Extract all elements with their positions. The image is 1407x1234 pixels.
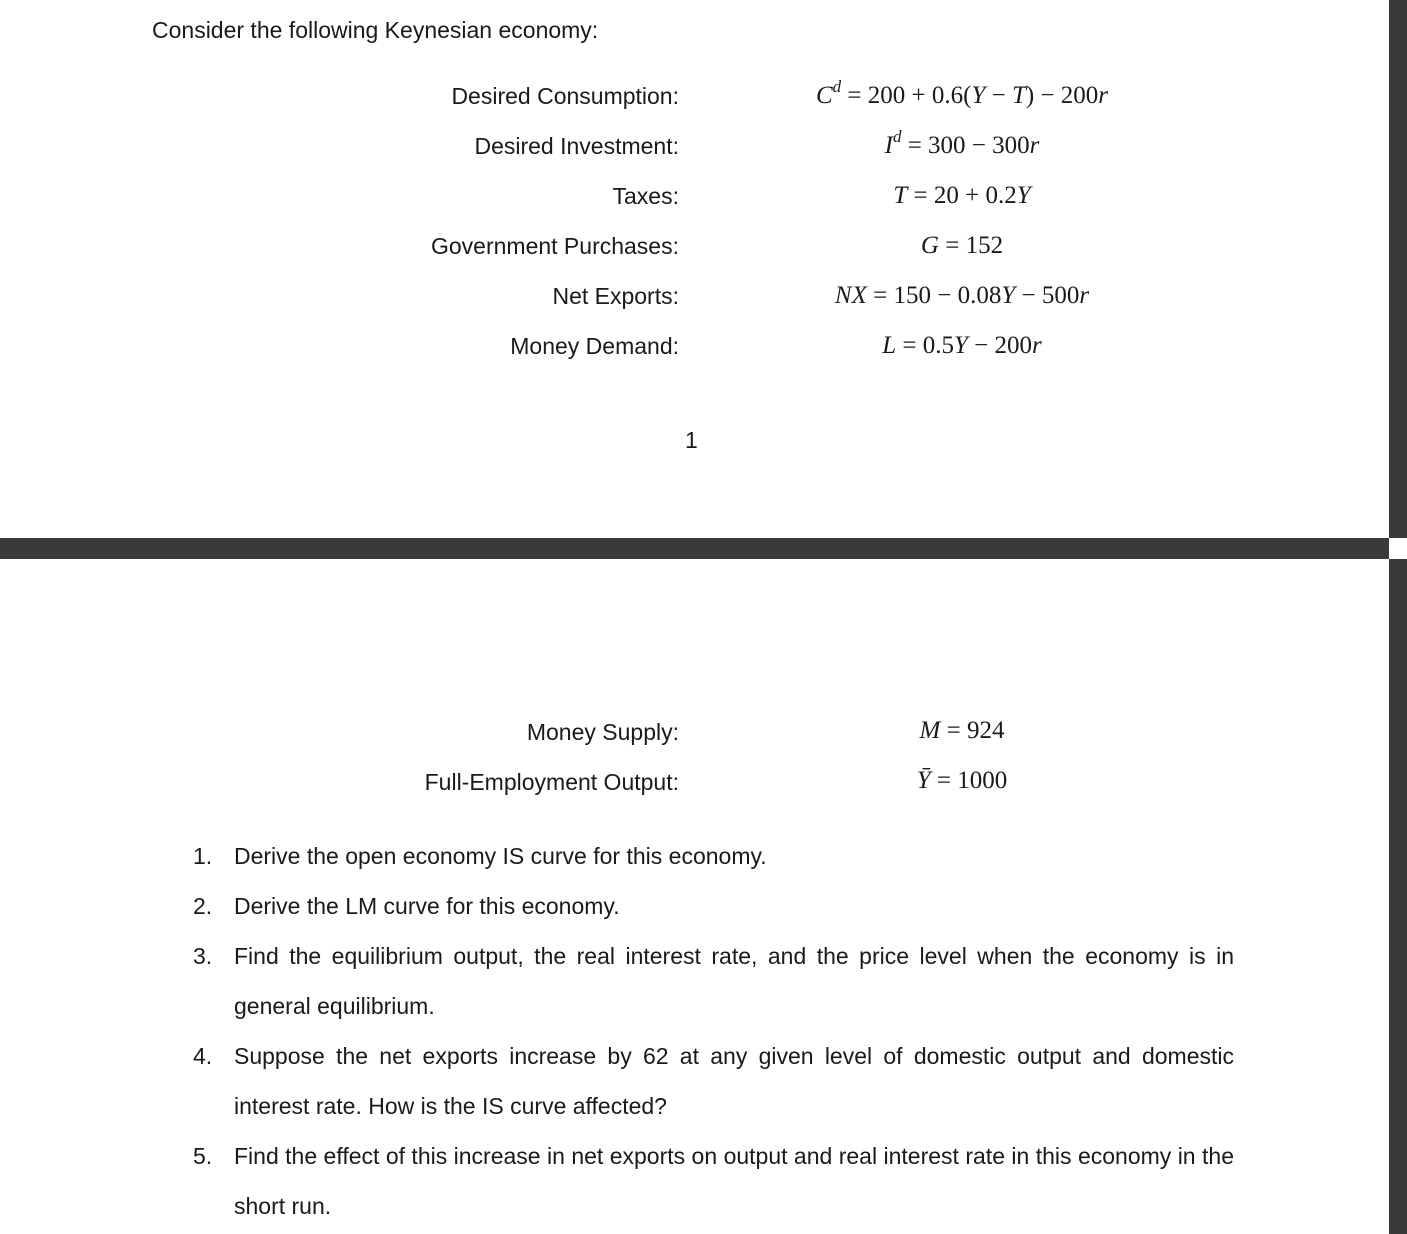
question-text: Suppose the net exports increase by 62 at any given level of domestic output and domestic interest rate. How is the IS curve affected?: [234, 1043, 1234, 1119]
equation-lhs: Ȳ: [916, 767, 931, 794]
equation-label-taxes: Taxes:: [612, 183, 679, 209]
question-item: [193, 931, 1234, 1031]
equation-rhs: = 200 + 0.6(Y − T) − 200r: [847, 82, 1109, 109]
equation-lhs: T: [893, 182, 908, 209]
question-number: 1.: [193, 843, 213, 869]
question-number: 4.: [193, 1043, 213, 1069]
equation-label-money-supply: Money Supply:: [526, 719, 679, 745]
equation-rhs: = 150 − 0.08Y − 500r: [873, 282, 1090, 309]
question-number: 2.: [193, 893, 213, 919]
equation-lhs: M: [919, 717, 941, 744]
question-item: [193, 881, 1234, 931]
question-number: 3.: [193, 943, 213, 969]
page-number: 1: [685, 427, 698, 453]
equation-investment: [884, 127, 1040, 160]
equation-net-exports: [835, 282, 1089, 310]
question-text: Find the equilibrium output, the real interest rate, and the price level when the economy is in general equilibrium.: [234, 943, 1234, 1019]
equation-rhs: = 924: [946, 717, 1005, 744]
equation-lhs: L: [882, 332, 897, 359]
question-item: [193, 831, 1234, 881]
equation-label-investment: Desired Investment:: [474, 133, 679, 159]
question-text: Derive the open economy IS curve for this economy.: [234, 843, 767, 869]
equation-label-net-exports: Net Exports:: [552, 283, 679, 309]
question-item: [193, 1031, 1234, 1131]
intro-text: Consider the following Keynesian economy:: [152, 17, 599, 43]
equation-lhs: G: [920, 232, 939, 259]
page-edge-bar-bottom: [1389, 559, 1407, 1234]
equation-lhs: I: [884, 132, 893, 159]
equation-rhs: = 0.5Y − 200r: [902, 332, 1042, 359]
equation-label-government: Government Purchases:: [430, 233, 679, 259]
equation-rhs: = 1000: [936, 767, 1008, 794]
equation-lhs: C: [815, 82, 833, 109]
equation-government: [921, 232, 1003, 260]
equation-full-employment: [917, 767, 1008, 795]
equation-taxes: [893, 182, 1030, 210]
equation-rhs: = 300 − 300r: [907, 132, 1040, 159]
question-list: [193, 831, 1234, 1231]
equation-consumption: [815, 77, 1109, 110]
equation-money-supply: [920, 717, 1005, 745]
page-edge-bar-top: [1389, 0, 1407, 538]
question-text: Derive the LM curve for this economy.: [234, 893, 620, 919]
equation-label-full-employment: Full-Employment Output:: [424, 769, 679, 795]
equation-superscript: d: [892, 127, 902, 146]
question-text: Find the effect of this increase in net exports on output and real interest rate in this economy in the short run.: [234, 1143, 1234, 1219]
equation-money-demand: [882, 332, 1042, 360]
equation-lhs: NX: [834, 282, 867, 309]
question-item: [193, 1131, 1234, 1231]
equation-label-money-demand: Money Demand:: [510, 333, 679, 359]
equation-rhs: = 152: [945, 232, 1004, 259]
equation-rhs: = 20 + 0.2Y: [913, 182, 1031, 209]
equation-superscript: d: [832, 77, 842, 96]
equation-label-consumption: Desired Consumption:: [451, 83, 679, 109]
page-break-bar: [0, 538, 1389, 559]
question-number: 5.: [193, 1143, 213, 1169]
